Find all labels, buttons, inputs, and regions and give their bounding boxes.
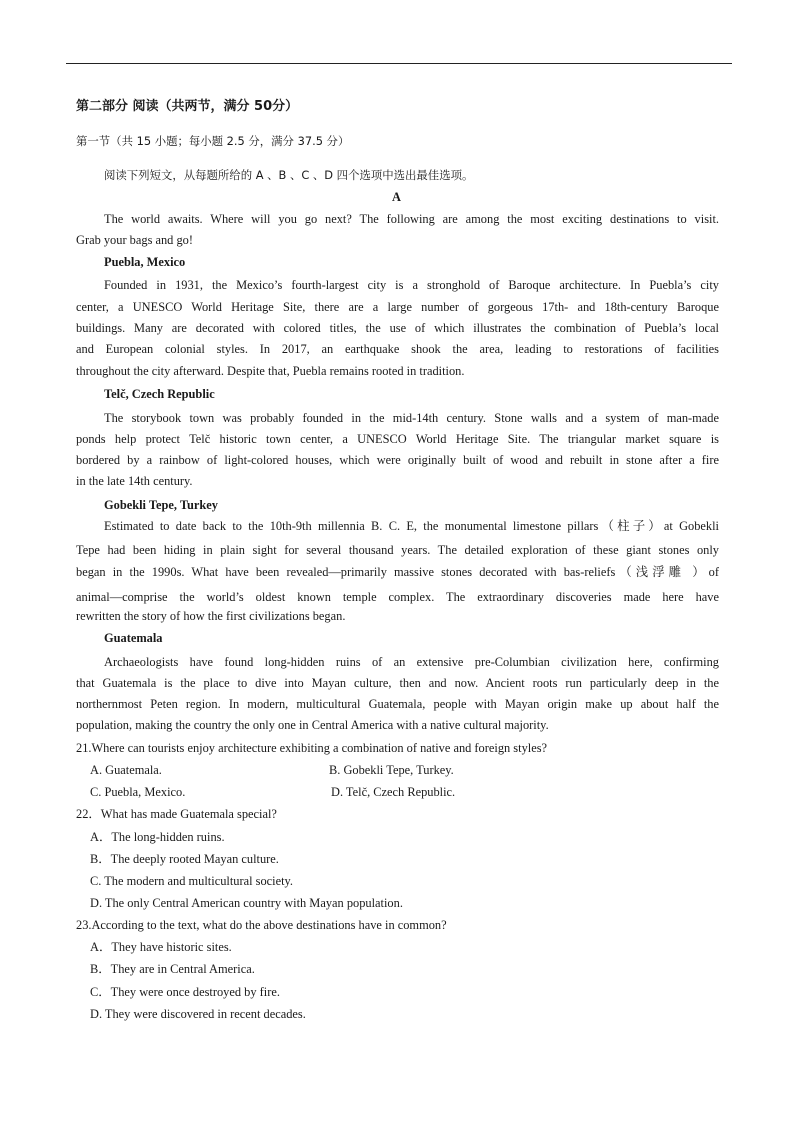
passage-label: A xyxy=(392,190,401,204)
paragraph-line: bordered by a rainbow of light-colored houses, which were originally built of wood and rebuilt in stone after a fire xyxy=(76,453,719,467)
paragraph-line: northernmost Peten region. In modern, multicultural Guatemala, people with Mayan origin make up about half the xyxy=(76,697,719,711)
paragraph-line: The storybook town was probably founded in the mid-14th century. Stone walls and a system of man-made xyxy=(104,411,719,425)
paragraph-line: Estimated to date back to the 10th-9th millennia B. C. E, the monumental limestone pillars（柱子）at Gobekli xyxy=(104,519,719,533)
question-22-stem: 22．What has made Guatemala special? xyxy=(76,807,277,821)
paragraph-line: animal—comprise the world’s oldest known temple complex. The extraordinary discoveries made here have xyxy=(76,590,719,604)
paragraph-line: ponds help protect Telč historic town center, a UNESCO World Heritage Site. The triangular market square is xyxy=(76,432,719,446)
heading-gobekli-tepe: Gobekli Tepe, Turkey xyxy=(104,498,218,512)
paragraph-line: in the late 14th century. xyxy=(76,474,193,488)
question-21-option-c: C. Puebla, Mexico. xyxy=(90,785,186,799)
question-22-option-c: C. The modern and multicultural society. xyxy=(90,874,294,888)
heading-puebla: Puebla, Mexico xyxy=(104,255,186,269)
paragraph-line: buildings. Many are decorated with colored titles, the use of which illustrates the combination of Puebla’s local xyxy=(76,321,719,335)
instruction: 阅读下列短文，从每题所给的 A 、B 、C 、D 四个选项中选出最佳选项。 xyxy=(104,168,474,182)
intro-line-1: The world awaits. Where will you go next? The following are among the most exciting destinations to visit. xyxy=(104,212,719,226)
question-21-option-a: A. Guatemala. xyxy=(90,763,162,777)
paragraph-line: Founded in 1931, the Mexico’s fourth-largest city is a stronghold of Baroque architecture. In Puebla’s city xyxy=(104,278,719,292)
paragraph-line: that Guatemala is the place to dive into Mayan culture, then and now. Ancient roots run particularly deep in the xyxy=(76,676,719,690)
paragraph-line: throughout the city afterward. Despite that, Puebla remains rooted in tradition. xyxy=(76,364,465,378)
question-23-option-b: B．They are in Central America. xyxy=(90,962,255,976)
question-21-option-d: D. Telč, Czech Republic. xyxy=(331,785,456,799)
paragraph-line: rewritten the story of how the first civilizations began. xyxy=(76,609,346,623)
paragraph-line: Tepe had been hiding in plain sight for several thousand years. The detailed exploration of these giant stones only xyxy=(76,543,719,557)
heading-guatemala: Guatemala xyxy=(104,631,163,645)
header-rule xyxy=(66,63,732,64)
question-23-option-d: D. They were discovered in recent decades. xyxy=(90,1007,306,1021)
paragraph-line: began in the 1990s. What have been revealed—primarily massive stones decorated with bas-reliefs（浅浮雕 ）of xyxy=(76,565,719,579)
paragraph-line: and European colonial styles. In 2017, an earthquake shook the area, leading to restorations of facilities xyxy=(76,342,719,356)
question-22-option-d: D. The only Central American country with Mayan population. xyxy=(90,896,403,910)
heading-telc: Telč, Czech Republic xyxy=(104,387,215,401)
part-title: 第二部分 阅读（共两节，满分 50分） xyxy=(76,99,299,114)
intro-line-2: Grab your bags and go! xyxy=(76,233,193,247)
paragraph-line: center, a UNESCO World Heritage Site, there are a large number of gorgeous 17th- and 18th-century Baroque xyxy=(76,300,719,314)
paragraph-line: Archaeologists have found long-hidden ruins of an extensive pre-Columbian civilization here, confirming xyxy=(104,655,719,669)
question-21-stem: 21.Where can tourists enjoy architecture exhibiting a combination of native and foreign styles? xyxy=(76,741,548,755)
paragraph-line: population, making the country the only one in Central America with a native cultural majority. xyxy=(76,718,549,732)
question-22-option-b: B．The deeply rooted Mayan culture. xyxy=(90,852,279,866)
section-title: 第一节（共 15 小题；每小题 2.5 分，满分 37.5 分） xyxy=(76,134,350,148)
question-21-option-b: B. Gobekli Tepe, Turkey. xyxy=(329,763,454,777)
question-23-option-c: C．They were once destroyed by fire. xyxy=(90,985,280,999)
question-23-stem: 23.According to the text, what do the above destinations have in common? xyxy=(76,918,447,932)
question-22-option-a: A．The long-hidden ruins. xyxy=(90,830,225,844)
question-23-option-a: A．They have historic sites. xyxy=(90,940,232,954)
